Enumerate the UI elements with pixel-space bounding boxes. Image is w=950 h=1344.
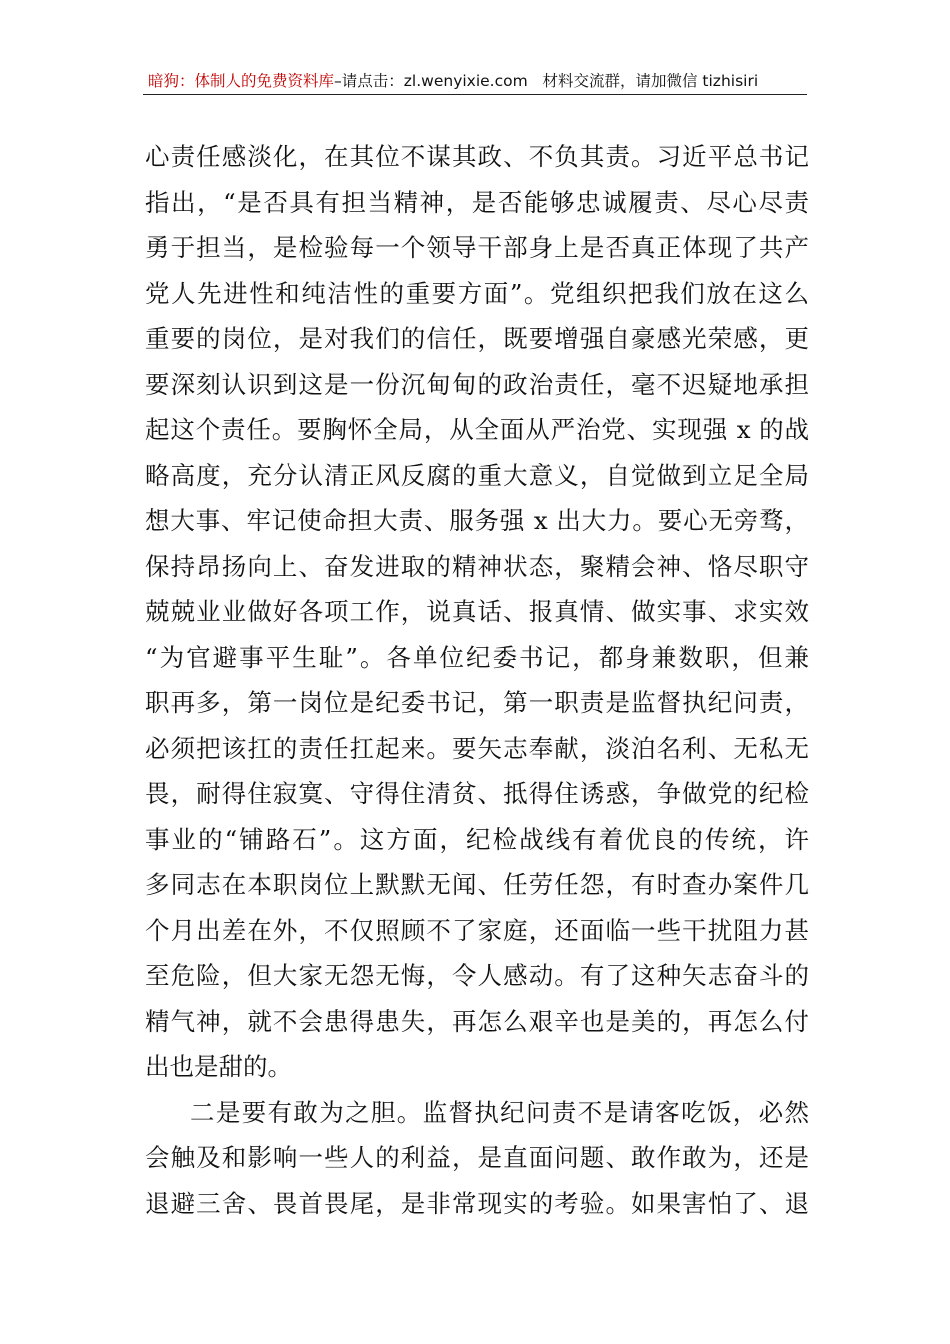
text-line: 心责任感淡化，在其位不谋其政、不负其责。习近平总书记 <box>145 142 809 171</box>
text-line: 畏，耐得住寂寞、守得住清贫、抵得住诱惑，争做党的纪检 <box>145 779 809 808</box>
document-body <box>145 134 809 1226</box>
text-line: 指出，“是否具有担当精神，是否能够忠诚履责、尽心尽责 <box>145 187 809 217</box>
page-header <box>148 68 808 94</box>
text-line: 个月出差在外，不仅照顾不了家庭，还面临一些干扰阻力甚 <box>145 915 809 945</box>
text-line: 党人先进性和纯洁性的重要方面”。党组织把我们放在这么 <box>145 278 809 308</box>
header-divider <box>143 94 807 95</box>
text-line: 略高度，充分认清正风反腐的重大意义，自觉做到立足全局 <box>145 460 809 490</box>
text-line: 保持昂扬向上、奋发进取的精神状态，聚精会神、恪尽职守 <box>145 551 809 581</box>
text-line: 退避三舍、畏首畏尾，是非常现实的考验。如果害怕了、退 <box>145 1188 809 1218</box>
text-line: 职再多，第一岗位是纪委书记，第一职责是监督执纪问责， <box>145 688 809 717</box>
header-wechat-note: 材料交流群，请加微信 tizhisiri <box>542 72 759 90</box>
text-line: “为官避事平生耻”。各单位纪委书记，都身兼数职，但兼 <box>145 642 809 672</box>
text-line: 精气神，就不会患得患失，再怎么艰辛也是美的，再怎么付 <box>145 1006 809 1036</box>
text-line: 兢兢业业做好各项工作，说真话、报真情、做实事、求实效 <box>145 597 809 626</box>
text-line: 必须把该扛的责任扛起来。要矢志奉献，淡泊名利、无私无 <box>145 733 809 763</box>
header-site-label[interactable]: 暗狗：体制人的免费资料库 <box>148 72 335 90</box>
paragraph-start-line: 二是要有敢为之胆。监督执纪问责不是请客吃饭，必然 <box>190 1097 809 1127</box>
text-line: 会触及和影响一些人的利益，是直面问题、敢作敢为，还是 <box>145 1143 809 1172</box>
text-line: 至危险，但大家无怨无悔，令人感动。有了这种矢志奋斗的 <box>145 961 809 990</box>
header-link-prompt: –请点击： <box>334 72 404 90</box>
text-line: 要深刻认识到这是一份沉甸甸的政治责任，毫不迟疑地承担 <box>145 369 809 399</box>
paragraph-end-line: 出也是甜的。 <box>145 1052 292 1081</box>
text-line: 想大事、牢记使命担大责、服务强 x 出大力。要心无旁骛， <box>145 506 809 535</box>
text-line: 重要的岗位，是对我们的信任，既要增强自豪感光荣感，更 <box>145 324 809 353</box>
text-line: 起这个责任。要胸怀全局，从全面从严治党、实现强 x 的战 <box>145 415 809 444</box>
header-link-url[interactable]: zl.wenyixie.com <box>403 72 528 90</box>
text-line: 事业的“铺路石”。这方面，纪检战线有着优良的传统，许 <box>145 824 809 854</box>
text-line: 勇于担当，是检验每一个领导干部身上是否真正体现了共产 <box>145 233 809 262</box>
text-line: 多同志在本职岗位上默默无闻、任劳任怨，有时查办案件几 <box>145 870 809 899</box>
